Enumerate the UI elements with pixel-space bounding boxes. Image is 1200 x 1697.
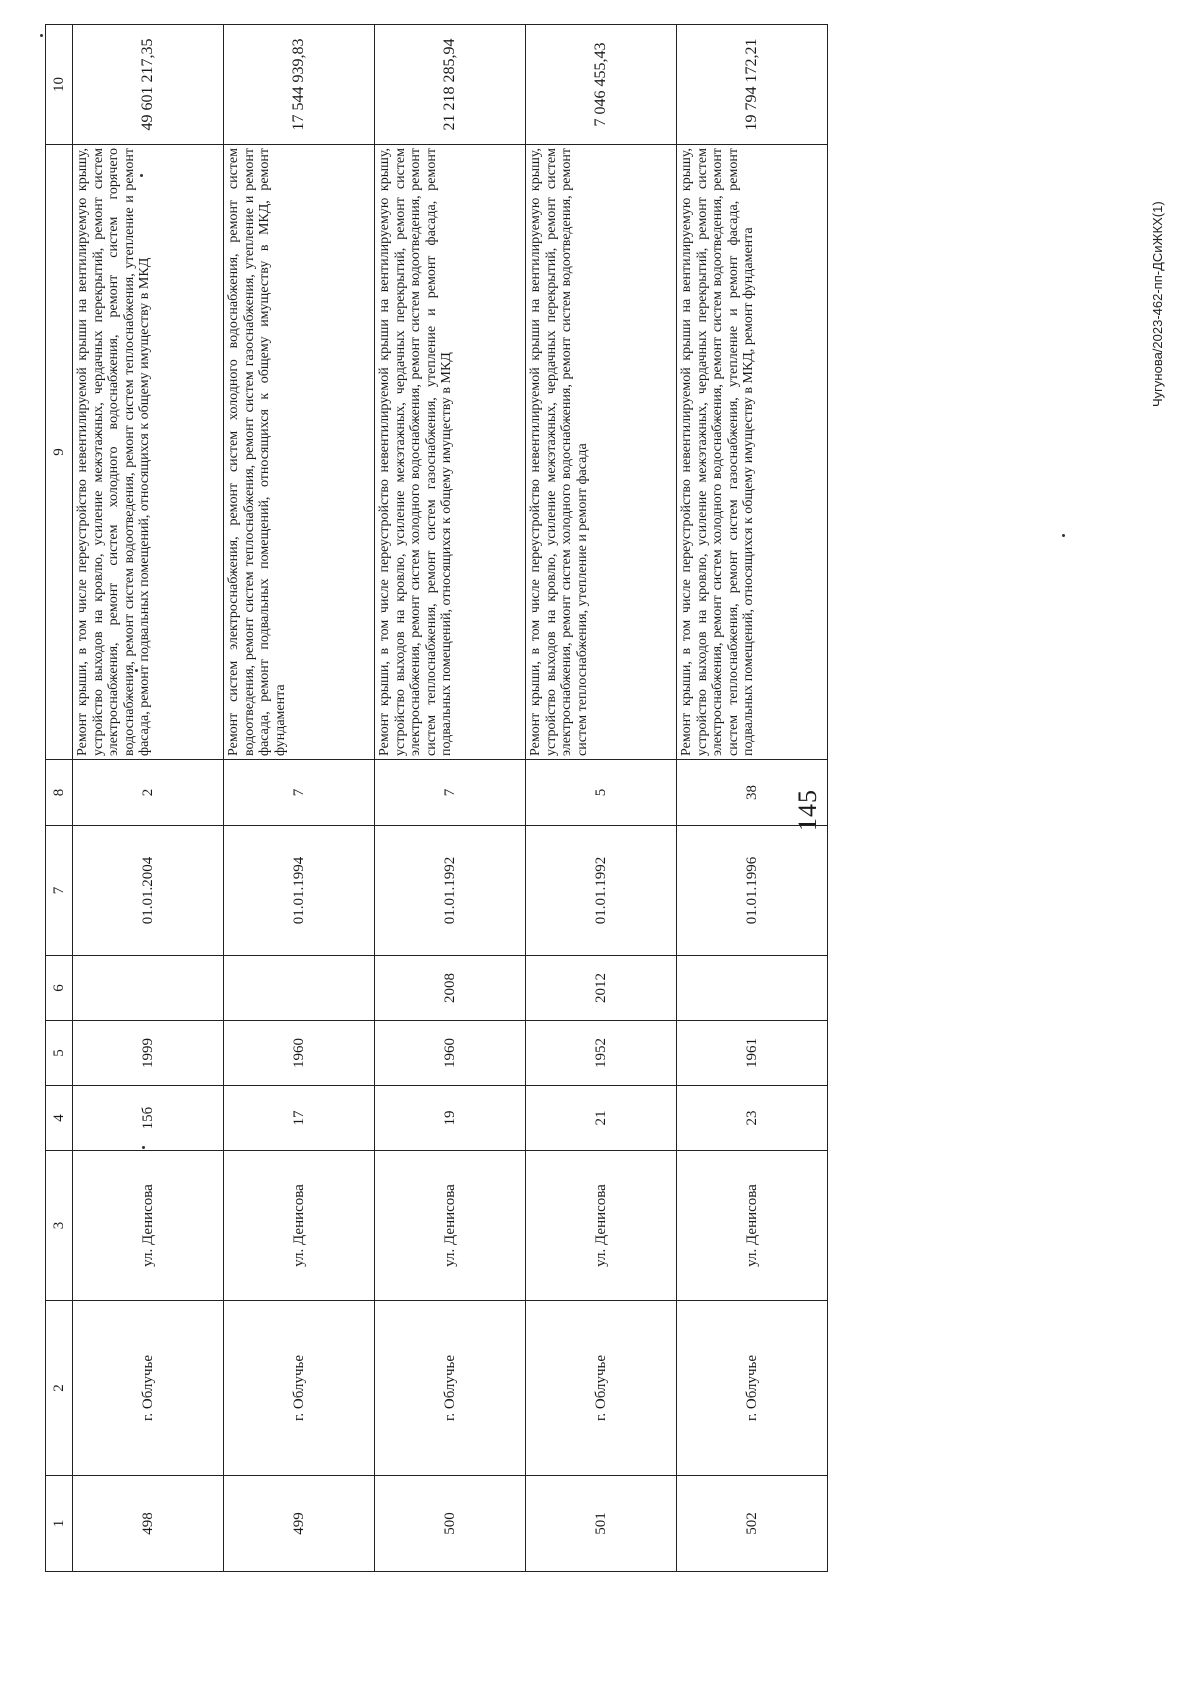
year-repair-cell bbox=[224, 956, 375, 1021]
table-row bbox=[677, 25, 828, 1572]
house-cell: 23 bbox=[677, 1086, 828, 1151]
date-cell: 01.01.1994 bbox=[224, 826, 375, 956]
floors-cell: 2 bbox=[73, 760, 224, 826]
year-built-cell: 1999 bbox=[73, 1021, 224, 1086]
house-cell: 15б bbox=[73, 1086, 224, 1151]
year-repair-cell: 2008 bbox=[375, 956, 526, 1021]
column-header: 6 bbox=[46, 956, 73, 1021]
row-number: 502 bbox=[677, 1476, 828, 1572]
column-header: 5 bbox=[46, 1021, 73, 1086]
city-cell: г. Облучье bbox=[73, 1301, 224, 1476]
scan-speck bbox=[1062, 534, 1065, 537]
column-header: 1 bbox=[46, 1476, 73, 1572]
year-repair-cell bbox=[677, 956, 828, 1021]
table-row bbox=[375, 25, 526, 1572]
sum-cell: 49 601 217,35 bbox=[73, 25, 224, 145]
column-header: 3 bbox=[46, 1151, 73, 1301]
year-built-cell: 1960 bbox=[375, 1021, 526, 1086]
sum-cell: 21 218 285,94 bbox=[375, 25, 526, 145]
column-number-row bbox=[46, 25, 73, 1572]
column-header: 9 bbox=[46, 145, 73, 760]
works-cell: Ремонт крыши, в том числе переустройство невентилируемой крыши на вентилируемую крышу, устройство выходов на кровлю, усиление межэтажных, чердачных перекрытий, ремонт систем электроснабжения, ремонт систем холодного водоснабжения, ремонт систем горячего водоснабжения, ремонт систем водоотведения, ремонт систем теплоснабжения, утепление и ремонт фасада, ремонт подвальных помещений, относящихся к общему имуществу в МКД bbox=[73, 145, 224, 760]
city-cell: г. Облучье bbox=[677, 1301, 828, 1476]
row-number: 499 bbox=[224, 1476, 375, 1572]
street-cell: ул. Денисова bbox=[526, 1151, 677, 1301]
page-number: 145 bbox=[793, 789, 822, 831]
year-repair-cell bbox=[73, 956, 224, 1021]
works-cell: Ремонт крыши, в том числе переустройство невентилируемой крыши на вентилируемую крышу, устройство выходов на кровлю, усиление межэтажных, чердачных перекрытий, ремонт систем электроснабжения, ремонт систем холодного водоснабжения, ремонт систем водоотведения, ремонт систем теплоснабжения, ремонт систем газоснабжения, утепление и ремонт фасада, ремонт подвальных помещений, относящихся к общему имуществу в МКД bbox=[375, 145, 526, 760]
scan-speck bbox=[40, 34, 43, 37]
year-repair-cell: 2012 bbox=[526, 956, 677, 1021]
document-code: Чугунова/2023-462-пп-ДСиЖКХ(1) bbox=[1150, 201, 1165, 407]
year-built-cell: 1960 bbox=[224, 1021, 375, 1086]
column-header: 8 bbox=[46, 760, 73, 826]
column-header: 2 bbox=[46, 1301, 73, 1476]
works-cell: Ремонт систем электроснабжения, ремонт систем холодного водоснабжения, ремонт систем водоотведения, ремонт систем теплоснабжения, ремонт систем газоснабжения, утепление и ремонт фасада, ремонт подвальных помещений, относящихся к общему имуществу в МКД, ремонт фундамента bbox=[224, 145, 375, 760]
works-cell: Ремонт крыши, в том числе переустройство невентилируемой крыши на вентилируемую крышу, устройство выходов на кровлю, усиление межэтажных, чердачных перекрытий, ремонт систем электроснабжения, ремонт систем холодного водоснабжения, ремонт систем водоотведения, ремонт систем теплоснабжения, утепление и ремонт фасада bbox=[526, 145, 677, 760]
table-row bbox=[224, 25, 375, 1572]
sum-cell: 17 544 939,83 bbox=[224, 25, 375, 145]
sum-cell: 7 046 455,43 bbox=[526, 25, 677, 145]
street-cell: ул. Денисова bbox=[224, 1151, 375, 1301]
house-cell: 17 bbox=[224, 1086, 375, 1151]
street-cell: ул. Денисова bbox=[73, 1151, 224, 1301]
city-cell: г. Облучье bbox=[224, 1301, 375, 1476]
street-cell: ул. Денисова bbox=[375, 1151, 526, 1301]
house-cell: 19 bbox=[375, 1086, 526, 1151]
column-header: 7 bbox=[46, 826, 73, 956]
floors-cell: 38 bbox=[677, 760, 828, 826]
city-cell: г. Облучье bbox=[375, 1301, 526, 1476]
street-cell: ул. Денисова bbox=[677, 1151, 828, 1301]
sum-cell: 19 794 172,21 bbox=[677, 25, 828, 145]
year-built-cell: 1961 bbox=[677, 1021, 828, 1086]
date-cell: 01.01.1992 bbox=[375, 826, 526, 956]
row-number: 498 bbox=[73, 1476, 224, 1572]
floors-cell: 7 bbox=[224, 760, 375, 826]
date-cell: 01.01.2004 bbox=[73, 826, 224, 956]
date-cell: 01.01.1992 bbox=[526, 826, 677, 956]
date-cell: 01.01.1996 bbox=[677, 826, 828, 956]
year-built-cell: 1952 bbox=[526, 1021, 677, 1086]
housing-repair-table bbox=[45, 24, 828, 1572]
table-row bbox=[73, 25, 224, 1572]
floors-cell: 7 bbox=[375, 760, 526, 826]
column-header: 4 bbox=[46, 1086, 73, 1151]
house-cell: 21 bbox=[526, 1086, 677, 1151]
works-cell: Ремонт крыши, в том числе переустройство невентилируемой крыши на вентилируемую крышу, устройство выходов на кровлю, усиление межэтажных, чердачных перекрытий, ремонт систем электроснабжения, ремонт систем холодного водоснабжения, ремонт систем водоотведения, ремонт систем теплоснабжения, ремонт систем газоснабжения, утепление и ремонт фасада, ремонт подвальных помещений, относящихся к общему имуществу в МКД, ремонт фундамента bbox=[677, 145, 828, 760]
row-number: 501 bbox=[526, 1476, 677, 1572]
city-cell: г. Облучье bbox=[526, 1301, 677, 1476]
table-row bbox=[526, 25, 677, 1572]
column-header: 10 bbox=[46, 25, 73, 145]
row-number: 500 bbox=[375, 1476, 526, 1572]
floors-cell: 5 bbox=[526, 760, 677, 826]
